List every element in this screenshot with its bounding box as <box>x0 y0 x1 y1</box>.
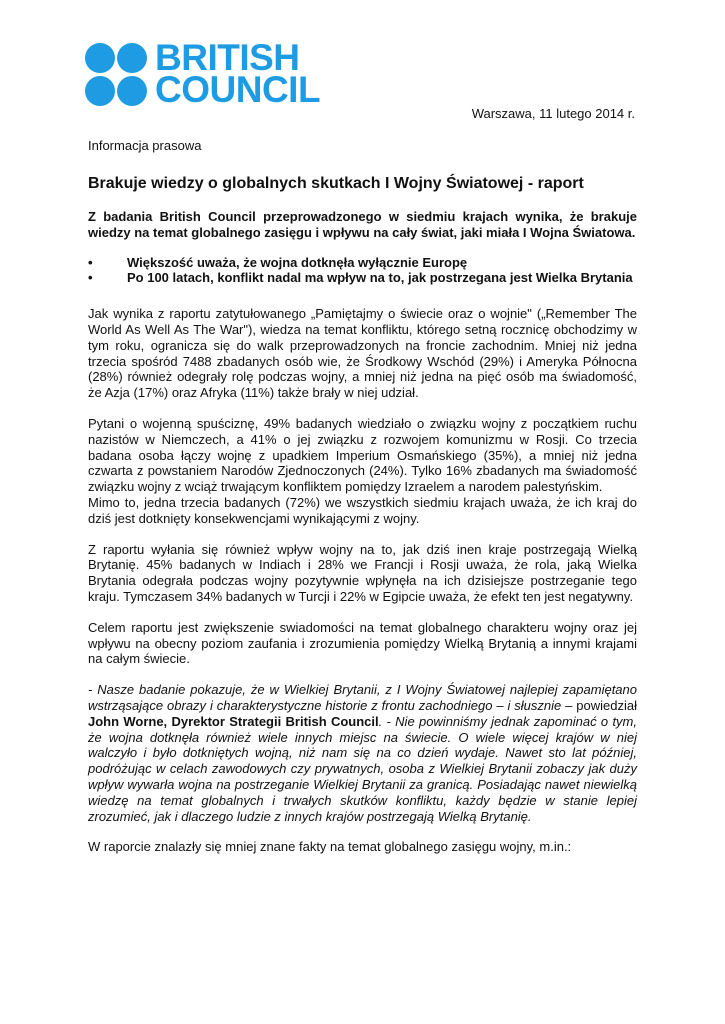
document-type: Informacja prasowa <box>88 138 202 153</box>
quote-paragraph <box>88 682 637 824</box>
date-line: Warszawa, 11 lutego 2014 r. <box>471 106 635 121</box>
paragraph-5: Celem raportu jest zwiększenie swiadomości na temat globalnego charakteru wojny oraz jej wpływu na obecny poziom zaufania i zrozumienia pomiędzy Wielką Brytanią a innymi krajami na całym świecie. <box>88 619 637 667</box>
logo-line-1: BRITISH <box>155 37 300 78</box>
bullet-text: Większość uważa, że wojna dotknęła wyłącznie Europę <box>127 254 468 270</box>
british-council-logo <box>85 37 321 110</box>
quote-speaker: John Worne, Dyrektor Strategii British Council <box>88 713 379 729</box>
bullet-icon: • <box>88 270 93 286</box>
lead-paragraph: Z badania British Council przeprowadzonego w siedmiu krajach wynika, że brakuje wiedzy na temat globalnego zasięgu i wpływu na cały świat, jaki miała I Wojna Światowa. <box>88 209 637 240</box>
paragraph-2: Pytani o wojenną spuściznę, 49% badanych wiedziało o związku wojny z początkiem ruchu nazistów w Niemczech, a 41% o jej związku z rozwojem komunizmu w Rosji. Co trzecia badana osoba łączy wojnę z upadkiem Imperium Osmańskiego (35%), a mniej niż jedna czwarta z powstaniem Narodów Zjednoczonych (24%). Tylko 16% zbadanych ma świadomość związku wojny z wciąż trwającym konfliktem pomiędzy Izraelem a narodem palestyńskim. <box>88 415 637 495</box>
key-points-list <box>88 255 637 287</box>
bullet-icon: • <box>88 254 93 270</box>
press-release-body <box>88 209 637 855</box>
page-title: Brakuje wiedzy o globalnych skutkach I Wojny Światowej - raport <box>88 175 584 192</box>
paragraph-1: Jak wynika z raportu zatytułowanego „Pamiętajmy o świecie oraz o wojnie" („Remember The World As Well As The War"), wiedza na temat konfliktu, którego setną rocznicę obchodzimy w tym roku, ogranicza się do walk przeprowadzonych na froncie zachodnim. Mniej niż jedna trzecia spośród 7488 zbadanych osób wie, że Środkowy Wschód (29%) i Ameryka Północna (28%) również odegrały rolę podczas wojny, a mniej niż jedna na pięć osób ma świadomość, że Azja (17%) oraz Afryka (11%) także brały w niej udział. <box>88 306 637 401</box>
bullet-text: Po 100 latach, konflikt nadal ma wpływ na to, jak postrzegana jest Wielka Brytania <box>127 270 633 286</box>
quote-said: powiedział <box>576 697 637 713</box>
paragraph-7: W raporcie znalazły się mniej znane fakty na temat globalnego zasięgu wojny, m.in.: <box>88 839 572 855</box>
quote-part-2: . - Nie powinniśmy jednak zapominać o tym, że wojna dotknęła również wiele innych miejsc na świecie. O wiele więcej krajów w niej walczyło i było dotkniętych wojną, niż nam się na co dzień wydaje. Nawet sto lat później, podróżując w celach zawodowych czy prywatnych, osoba z Wielkiej Brytanii zobaczy jak duży wpływ wywarła wojna na postrzeganie Wielkiej Brytanii za granicą. Posiadając nawet niewielką wiedzę na temat globalnych i trwałych skutków konfliktu, każdy będzie w stanie lepiej zrozumieć, jak i dlaczego ludzie z innych krajów postrzegają Wielką Brytanię. <box>88 713 637 824</box>
paragraph-3: Mimo to, jedna trzecia badanych (72%) we wszystkich siedmiu krajach uważa, że ich kraj do dziś jest dotknięty konsekwencjami wynikającymi z wojny. <box>88 494 637 526</box>
list-item <box>88 270 637 286</box>
logo-line-2: COUNCIL <box>155 69 321 110</box>
paragraph-4: Z raportu wyłania się również wpływ wojny na to, jak dziś inen kraje postrzegają Wielką Brytanię. 45% badanych w Indiach i 28% we Francji i Rosji uważa, że rola, jaką Wielka Brytania odegrała podczas wojny pozytywnie wpłynęła na ich dzisiejsze postrzeganie tego kraju. Tymczasem 34% badanych w Turcji i 22% w Egipcie uważa, że efekt ten jest negatywny. <box>88 541 637 604</box>
logo-wordmark <box>155 37 321 110</box>
quote-part-1: - Nasze badanie pokazuje, że w Wielkiej Brytanii, z I Wojny Światowej najlepiej zapamiętano wstrząsające obrazy i charakterystyczne historie z frontu zachodniego – i słusznie – <box>88 682 637 713</box>
list-item <box>88 255 637 271</box>
